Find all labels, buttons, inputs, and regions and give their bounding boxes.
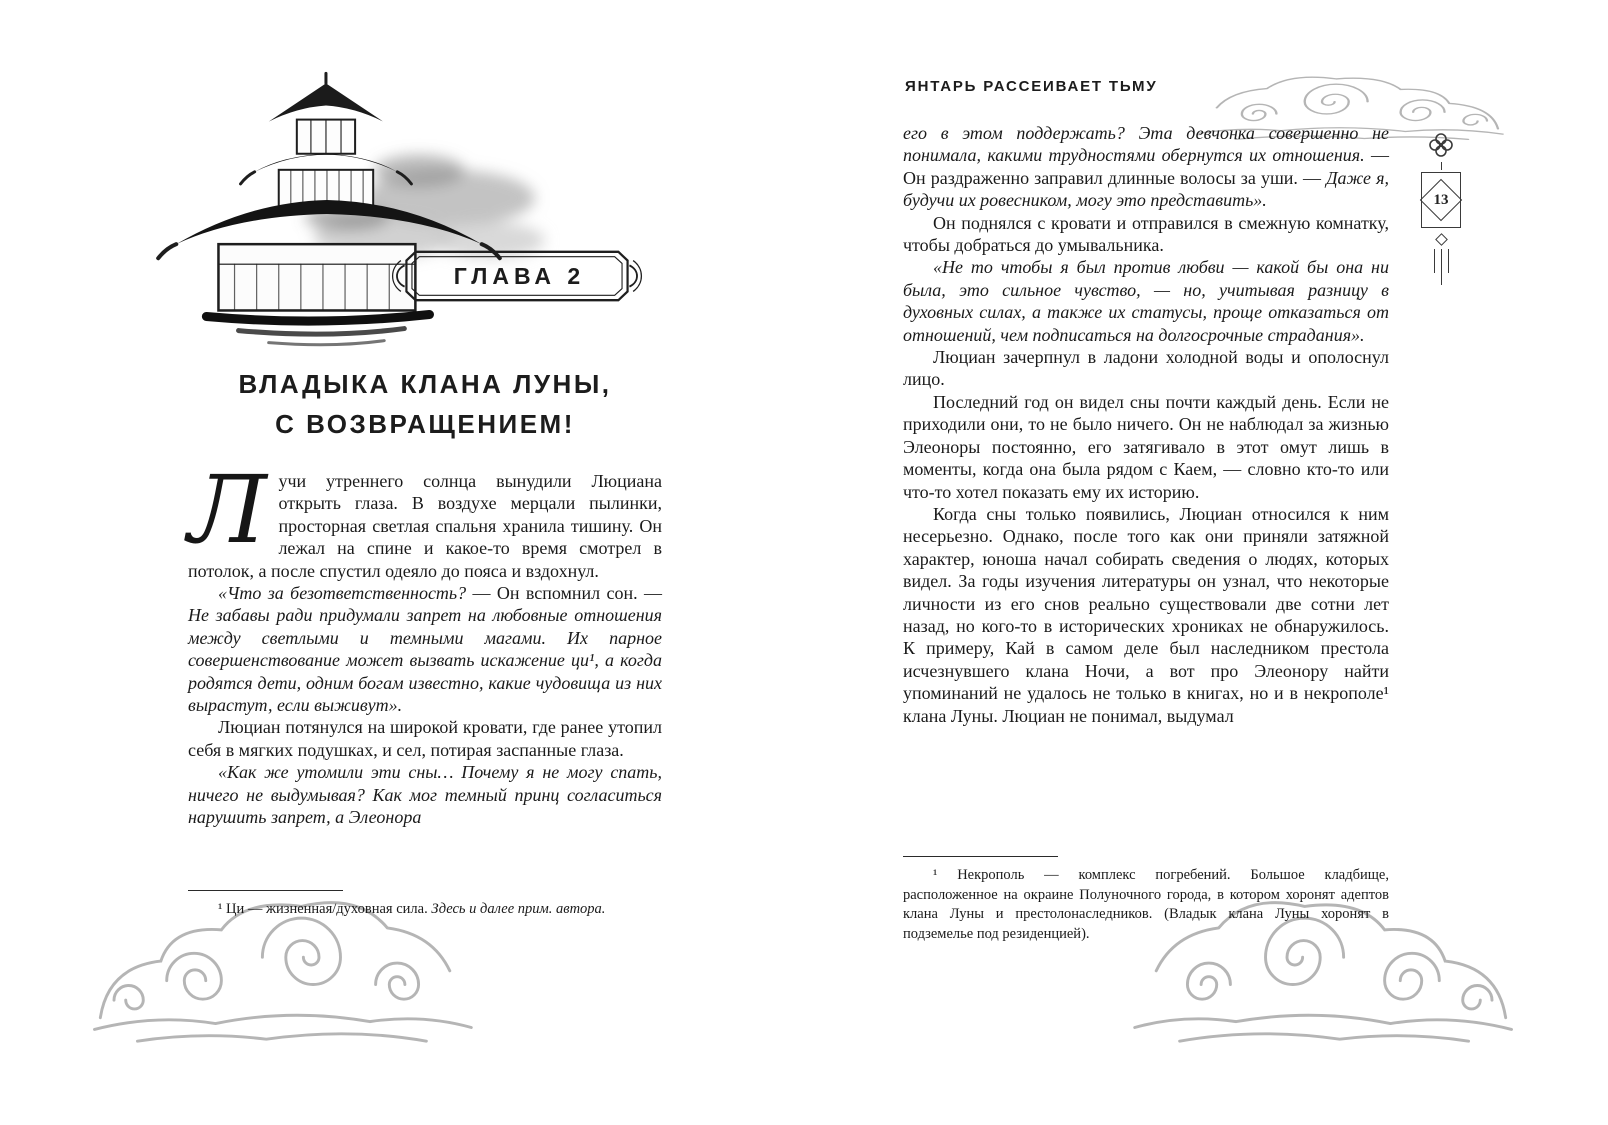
paragraph bbox=[903, 256, 1389, 346]
footnote-text bbox=[188, 900, 662, 920]
page-number-frame bbox=[1421, 172, 1461, 228]
text-run: «Не то чтобы я был против любви — какой бы она ни была, это сильное чувство, — но, учитывая разницу в духовных силах, а также их статусы, проще отказаться от отношений, чем подписаться на долгосрочные страдания». bbox=[903, 257, 1389, 345]
text-run: Он поднялся с кровати и отправился в смежную комнатку, чтобы добраться до умывальника. bbox=[903, 212, 1389, 256]
text-run: Люциан зачерпнул в ладони холодной воды и ополоснул лицо. bbox=[903, 347, 1389, 390]
page-number-ornament bbox=[1408, 130, 1474, 285]
paragraph bbox=[188, 761, 662, 828]
paragraph bbox=[903, 391, 1389, 503]
paragraph bbox=[188, 456, 662, 582]
paragraph bbox=[903, 346, 1389, 391]
paragraph bbox=[188, 900, 662, 920]
text-run: ¹ Некрополь — комплекс погребений. Большое кладбище, расположенное на окраине Полуночного города, в котором хоронят адептов клана Луны и престолонаследников. (Владык клана Луны хоронят в подземелье под резиденцией). bbox=[903, 867, 1389, 942]
text-run: учи утреннего солнца вынудили Люциана открыть глаза. В воздухе мерцали пылинки, просторная светлая спальня хранила тишину. Он лежал на спине и какое-то время смотрел в потолок, а после спустил одеяло до пояса и вздохнул. bbox=[188, 471, 662, 581]
paragraph bbox=[903, 866, 1389, 944]
footnote-rule bbox=[903, 856, 1058, 857]
flower-icon bbox=[1426, 130, 1456, 160]
text-run: — Он вспомнил сон. — bbox=[472, 583, 662, 604]
text-run: Люциан потянулся на широкой кровати, где ранее утопил себя в мягких подушках, и сел, потирая заспанные глаза. bbox=[188, 717, 662, 760]
paragraph bbox=[188, 716, 662, 761]
chapter-label: ГЛАВА 2 bbox=[453, 262, 586, 289]
chapter-title-line2: С ВОЗВРАЩЕНИЕМ! bbox=[275, 409, 575, 439]
footnote-text bbox=[903, 866, 1389, 944]
chapter-title bbox=[188, 364, 662, 444]
footnote-rule bbox=[188, 890, 343, 891]
drop-cap: Л bbox=[188, 456, 267, 565]
paragraph bbox=[903, 503, 1389, 727]
tassel-strings-icon bbox=[1434, 249, 1449, 285]
running-title: ЯНТАРЬ РАССЕИВАЕТ ТЬМУ bbox=[905, 78, 1158, 95]
text-run: Последний год он видел сны почти каждый день. Если не приходили они, то не было ничего. Он не наблюдал за жизнью Элеоноры постоянно, его затягивало в этот омут лишь в моменты, когда она была рядом с Каем, — словно кто-то или что-то хотел показать ему их историю. bbox=[903, 391, 1389, 502]
ornament-stem bbox=[1441, 162, 1442, 170]
tassel-knot-icon bbox=[1435, 233, 1448, 246]
text-run: — Он раздраженно заправил длинные волосы за уши. — bbox=[903, 145, 1389, 188]
text-run: «Как же утомили эти сны… Почему я не могу спать, ничего не выдумывая? Как мог темный принц согласиться нарушить запрет, а Элеонора bbox=[188, 762, 662, 828]
left-page-text bbox=[188, 456, 662, 829]
text-run: ¹ Ци — жизненная/духовная сила. bbox=[218, 901, 432, 917]
chapter-title-line1: ВЛАДЫКА КЛАНА ЛУНЫ, bbox=[238, 369, 612, 399]
text-run: Здесь и далее прим. автора. bbox=[431, 901, 606, 917]
paragraph bbox=[903, 212, 1389, 257]
paragraph bbox=[903, 122, 1389, 212]
right-page-footnote bbox=[903, 856, 1389, 944]
paragraph bbox=[188, 582, 662, 716]
text-run: Даже я, будучи их ровесником, могу это представить». bbox=[903, 167, 1389, 211]
page-number: 13 bbox=[1433, 191, 1449, 208]
pagoda-illustration bbox=[118, 66, 550, 350]
chapter-heading-frame bbox=[388, 246, 646, 306]
left-page-footnote bbox=[188, 890, 662, 920]
text-run: его в этом поддержать? Эта девчонка совершенно не понимала, какими трудностями обернутся их отношения. bbox=[903, 123, 1389, 166]
cloud-ornament-bottom-left bbox=[68, 842, 488, 1047]
text-run: Когда сны только появились, Люциан относился к ним несерьезно. Однако, после того как они приняли затяжной характер, юноша начал собирать сведения о людях, которых видел. За годы изучения литературы он узнал, что некоторые личности из его снов реально существовали две сотни лет назад, но кого-то в исторических хрониках не обнаружилось. К примеру, Кай в самом деле был наследником престола исчезнувшего клана Ночи, а вот про Элеонору найти упоминаний не удалось не только в книгах, но и в некрополе¹ клана Луны. Люциан не понимал, выдумал bbox=[903, 503, 1389, 726]
right-page-text bbox=[903, 122, 1389, 727]
text-run: Не забавы ради придумали запрет на любовные отношения между светлыми и темными магами. Их парное совершенствование может вызвать искажение ци¹, а когда родятся дети, одним богам известно, какие чудовища из них вырастут, если выживут». bbox=[188, 605, 662, 716]
text-run: «Что за безответственность? bbox=[218, 583, 473, 604]
